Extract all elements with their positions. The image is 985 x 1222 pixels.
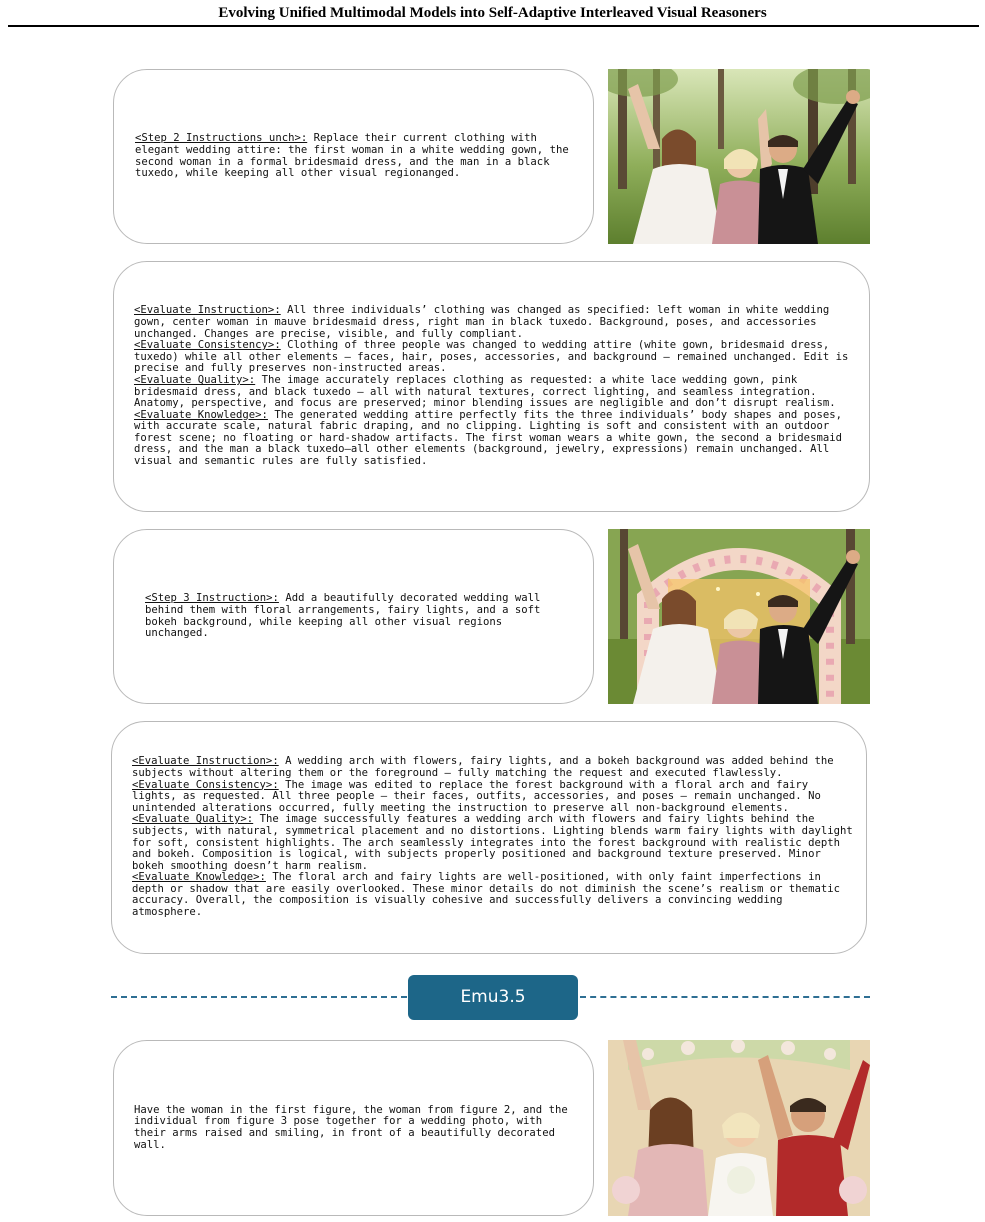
eval-quality: <Evaluate Quality>: The image successfully features a wedding arch with flowers and fairy lights behind the subjects, with natural, symmetrical placement and no distortions. Lighting blends warm fairy lights with daylight for soft, consistent highlights. The arch seamlessly integrates into the forest background with realistic depth and bokeh. Composition is logical, with subjects properly positioned and background texture preserved. Minor bokeh smoothing doesn’t harm realism. <box>132 813 853 872</box>
step3-evaluation-text <box>132 756 854 918</box>
final-prompt-box <box>113 1040 594 1216</box>
step2-instruction-text <box>135 133 571 179</box>
step3-instruction-box <box>113 529 594 704</box>
step3-tag: <Step 3 Instruction>: <box>145 592 279 605</box>
eval-quality: <Evaluate Quality>: The image accurately replaces clothing as requested: a white lace wedding gown, pink bridesmaid dress, and black tuxedo — all with natural textures, correct lighting, and seamless integration. Anatomy, perspective, and focus are preserved; minor blending issues are negligible and don’t disrupt realism. <box>134 373 836 410</box>
photo-floral-arch <box>608 529 870 704</box>
photo-forest-wedding <box>608 69 870 244</box>
page-header: Evolving Unified Multimodal Models into Self-Adaptive Interleaved Visual Reasoners <box>218 5 767 21</box>
divider-line-left <box>111 996 407 998</box>
step2-body: Replace their current clothing with elegant wedding attire: the first woman in a white wedding gown, the second woman in a formal bridesmaid dress, and the man in a black tuxedo, while keeping all other visual regionanged. <box>135 132 569 180</box>
final-prompt-text: Have the woman in the first figure, the woman from figure 2, and the individual from figure 3 pose together for a wedding photo, with their arms raised and smiling, in front of a beautifully decorated wall. <box>134 1103 568 1151</box>
step2-tag: <Step 2 Instructions unch>: <box>135 132 308 145</box>
eval-knowledge: <Evaluate Knowledge>: The floral arch and fairy lights are well-positioned, with only faint imperfections in depth or shadow that are easily overlooked. These minor details do not diminish the scene’s realism or thematic accuracy. Overall, the composition is visually cohesive and successfully delivers a convincing wedding atmosphere. <box>132 871 840 919</box>
header-rule <box>8 25 979 27</box>
step3-evaluation-box <box>111 721 867 954</box>
step2-instruction-box <box>113 69 594 244</box>
step3-body: Add a beautifully decorated wedding wall behind them with floral arrangements, fairy lights, and a soft bokeh background, while keeping all other visual regions unchanged. <box>145 592 541 640</box>
eval-instruction: <Evaluate Instruction>: All three individuals’ clothing was changed as specified: left woman in white wedding gown, center woman in mauve bridesmaid dress, right man in black tuxedo. Background, poses, and accessories unchanged. Changes are precise, visible, and fully compliant. <box>134 304 830 340</box>
step2-evaluation-box <box>113 261 870 512</box>
step3-instruction-text <box>145 593 565 639</box>
eval-knowledge: <Evaluate Knowledge>: The generated wedding attire perfectly fits the three individuals’ body shapes and poses, with accurate scale, natural fabric draping, and no clipping. Lighting is soft and consistent with an outdoor forest scene; no floating or hard-shadow artifacts. The first woman wears a white gown, the second a bridesmaid dress, and the man a black tuxedo—all other elements (background, jewelry, expressions) remain unchanged. All visual and semantic rules are fully satisfied. <box>134 408 842 468</box>
eval-instruction: <Evaluate Instruction>: A wedding arch with flowers, fairy lights, and a bokeh background was added behind the subjects without altering them or the foreground — fully matching the request and executed flawlessly. <box>132 755 834 779</box>
photo-emu-result <box>608 1040 870 1216</box>
model-label-badge: Emu3.5 <box>408 975 578 1020</box>
eval-consistency: <Evaluate Consistency>: The image was edited to replace the forest background with a floral arch and fairy lights, as requested. All three people — their faces, outfits, accessories, and poses — remain unchanged. No unintended alterations occurred, fully meeting the instruction to preserve all non-background elements. <box>132 778 821 814</box>
step2-evaluation-text <box>134 305 857 467</box>
eval-consistency: <Evaluate Consistency>: Clothing of three people was changed to wedding attire (white gown, bridesmaid dress, tuxedo) while all other elements — faces, hair, poses, accessories, and background — remained unchanged. Edit is precise and fully preserves non-instructed areas. <box>134 339 849 375</box>
divider-line-right <box>580 996 870 998</box>
